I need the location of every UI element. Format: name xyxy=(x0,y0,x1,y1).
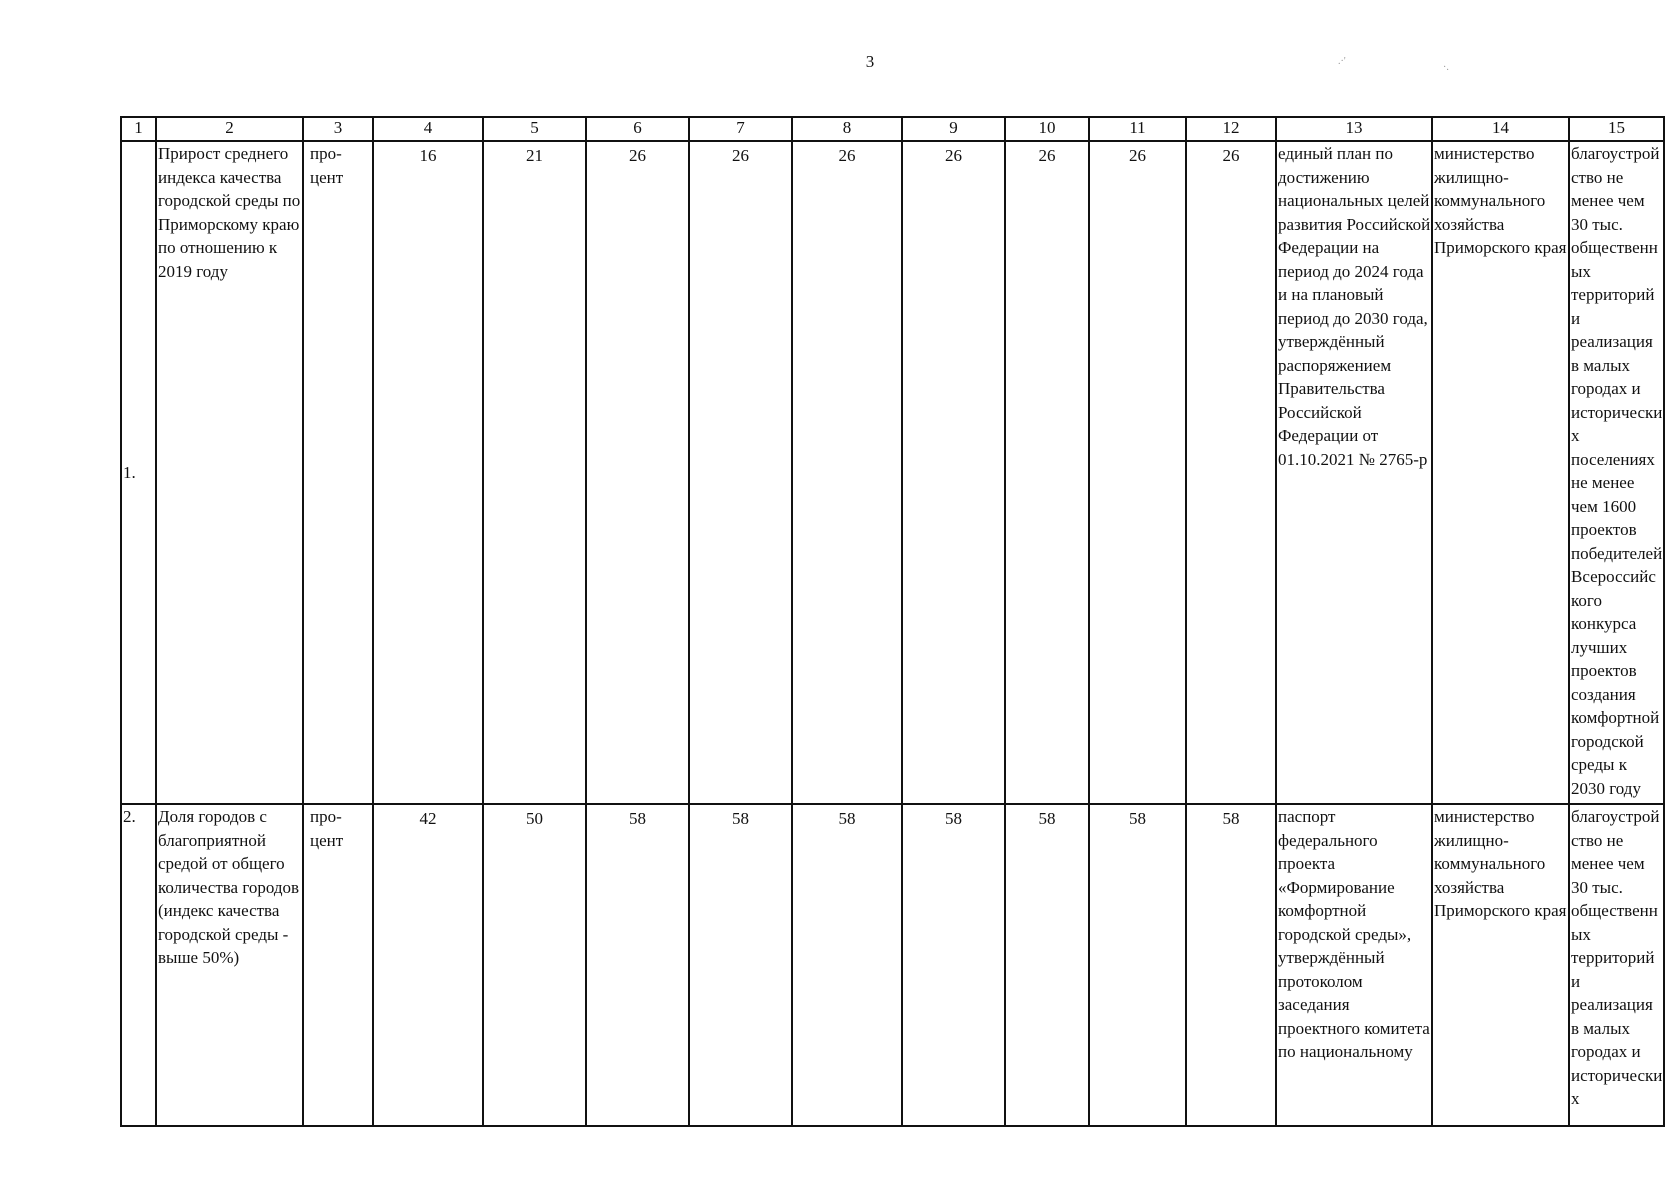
national-goal: благоустройство не менее чем 30 тыс. общественных территорий и реализация в малых городах и исторических поселениях не менее чем 1600 проектов победителей Всероссийского конкурса лучших проектов создания комфортной городской среды к 2030 году xyxy=(1569,141,1664,804)
value-cell: 26 xyxy=(1186,141,1276,804)
column-number: 9 xyxy=(902,117,1005,141)
value-cell: 58 xyxy=(1005,804,1089,1126)
value-cell: 26 xyxy=(1089,141,1186,804)
indicator-name: Доля городов с благоприятной средой от общего количества городов (индекс качества городской среды - выше 50%) xyxy=(156,804,303,1126)
national-goal: благоустройство не менее чем 30 тыс. общественных территорий и реализация в малых городах и исторических xyxy=(1569,804,1664,1126)
value-cell: 26 xyxy=(1005,141,1089,804)
column-number: 13 xyxy=(1276,117,1432,141)
value-cell: 26 xyxy=(689,141,792,804)
unit-cell: про-цент xyxy=(303,804,373,1126)
column-number: 3 xyxy=(303,117,373,141)
value-cell: 42 xyxy=(373,804,483,1126)
page-number: 3 xyxy=(865,52,875,71)
table-row xyxy=(121,141,1664,804)
column-number: 14 xyxy=(1432,117,1569,141)
value-cell: 58 xyxy=(902,804,1005,1126)
column-number: 11 xyxy=(1089,117,1186,141)
value-cell: 16 xyxy=(373,141,483,804)
column-number: 1 xyxy=(121,117,156,141)
column-number-row xyxy=(121,117,1664,141)
value-cell: 58 xyxy=(792,804,902,1126)
basis-document: паспорт федерального проекта «Формирование комфортной городской среды», утверждённый протоколом заседания проектного комитета по национальному xyxy=(1276,804,1432,1126)
unit-cell: про-цент xyxy=(303,141,373,804)
column-number: 15 xyxy=(1569,117,1664,141)
value-cell: 26 xyxy=(792,141,902,804)
row-number: 2. xyxy=(121,804,156,1126)
column-number: 10 xyxy=(1005,117,1089,141)
value-cell: 21 xyxy=(483,141,586,804)
column-number: 7 xyxy=(689,117,792,141)
value-cell: 26 xyxy=(586,141,689,804)
row-number: 1. xyxy=(121,141,156,804)
value-cell: 50 xyxy=(483,804,586,1126)
scan-speck: ·. xyxy=(1443,62,1449,73)
value-cell: 58 xyxy=(1089,804,1186,1126)
value-cell: 58 xyxy=(1186,804,1276,1126)
responsible-body: министерство жилищно-коммунального хозяйства Приморского края xyxy=(1432,141,1569,804)
indicators-table xyxy=(120,116,1665,1127)
column-number: 12 xyxy=(1186,117,1276,141)
indicator-name: Прирост среднего индекса качества городской среды по Приморскому краю по отношению к 2019 году xyxy=(156,141,303,804)
value-cell: 58 xyxy=(689,804,792,1126)
basis-document: единый план по достижению национальных целей развития Российской Федерации на период до 2024 года и на плановый период до 2030 года, утверждённый распоряжением Правительства Российской Федерации от 01.10.2021 № 2765-р xyxy=(1276,141,1432,804)
column-number: 2 xyxy=(156,117,303,141)
column-number: 4 xyxy=(373,117,483,141)
column-number: 6 xyxy=(586,117,689,141)
responsible-body: министерство жилищно-коммунального хозяйства Приморского края xyxy=(1432,804,1569,1126)
column-number: 5 xyxy=(483,117,586,141)
column-number: 8 xyxy=(792,117,902,141)
value-cell: 26 xyxy=(902,141,1005,804)
table-row xyxy=(121,804,1664,1126)
value-cell: 58 xyxy=(586,804,689,1126)
scan-speck: .·' xyxy=(1338,56,1346,67)
